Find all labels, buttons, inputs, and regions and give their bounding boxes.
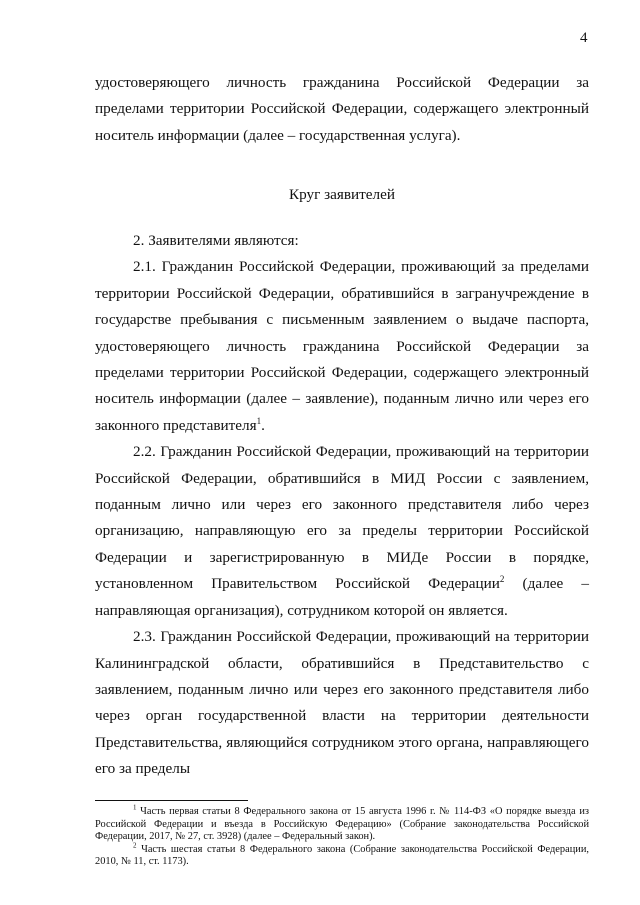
footnote-ref-2[interactable]: 2 <box>499 574 505 585</box>
paragraph-2-2-end: (далее – направляющая организация), сотрудником которой он является. <box>95 575 589 619</box>
paragraph-2-2 <box>95 439 589 624</box>
footnote-2 <box>95 841 589 869</box>
main-text-block <box>95 228 589 783</box>
paragraph-2-1 <box>95 254 589 439</box>
paragraph-2: 2. Заявителями являются: <box>133 232 299 249</box>
footnote-1-number: 1 <box>133 803 137 812</box>
footnote-2-text: Часть шестая статьи 8 Федерального закона (Собрание законодательства Российской Федерации, 2010, № 11, ст. 1173). <box>95 843 589 868</box>
footnote-divider <box>95 800 248 801</box>
intro-paragraph: удостоверяющего личность гражданина Российской Федерации за пределами территории Российской Федерации, содержащего электронный носитель информации (далее – государственная услуга). <box>95 74 589 144</box>
paragraph-2-3: 2.3. Гражданин Российской Федерации, проживающий на территории Калининградской области, обратившийся в Представительство с заявлением, поданным лично или через его законного представителя либо через орган государственной власти на территории деятельности Представительства, являющийся сотрудником этого органа, направляющего его за пределы <box>95 628 589 778</box>
intro-text-block <box>95 70 589 149</box>
footnote-1-text: Часть первая статьи 8 Федерального закона от 15 августа 1996 г. № 114-ФЗ «О порядке выезда из Российской Федерации и въезда в Российскую Федерацию» (Собрание законодательства Российской Федерации, 2017, № 27, ст. 3928) (далее – Федеральный закон). <box>95 806 589 843</box>
paragraph-2-1-end: . <box>261 416 265 434</box>
paragraph-2-1-text: 2.1. Гражданин Российской Федерации, проживающий за пределами территории Российской Федерации, обратившийся в загранучреждение в государстве пребывания с письменным заявлением о выдаче паспорта, удостоверяющего личность гражданина Российской Федерации за пределами территории Российской Федерации, содержащего электронный носитель информации (далее – заявление), поданным лично или через его законного представителя <box>95 258 589 434</box>
footnotes-block <box>95 803 589 869</box>
footnote-2-number: 2 <box>133 841 137 850</box>
section-heading: Круг заявителей <box>289 186 395 203</box>
page-number: 4 <box>580 30 588 46</box>
footnote-1 <box>95 803 589 844</box>
paragraph-2-2-text: 2.2. Гражданин Российской Федерации, проживающий на территории Российской Федерации, обратившийся в МИД России с заявлением, поданным лично или через его законного представителя либо через организацию, направляющую его за пределы территории Российской Федерации и зарегистрированную в МИДе России в порядке, установленном Правительством Российской Федерации <box>95 443 589 593</box>
footnote-ref-1[interactable]: 1 <box>256 415 262 426</box>
